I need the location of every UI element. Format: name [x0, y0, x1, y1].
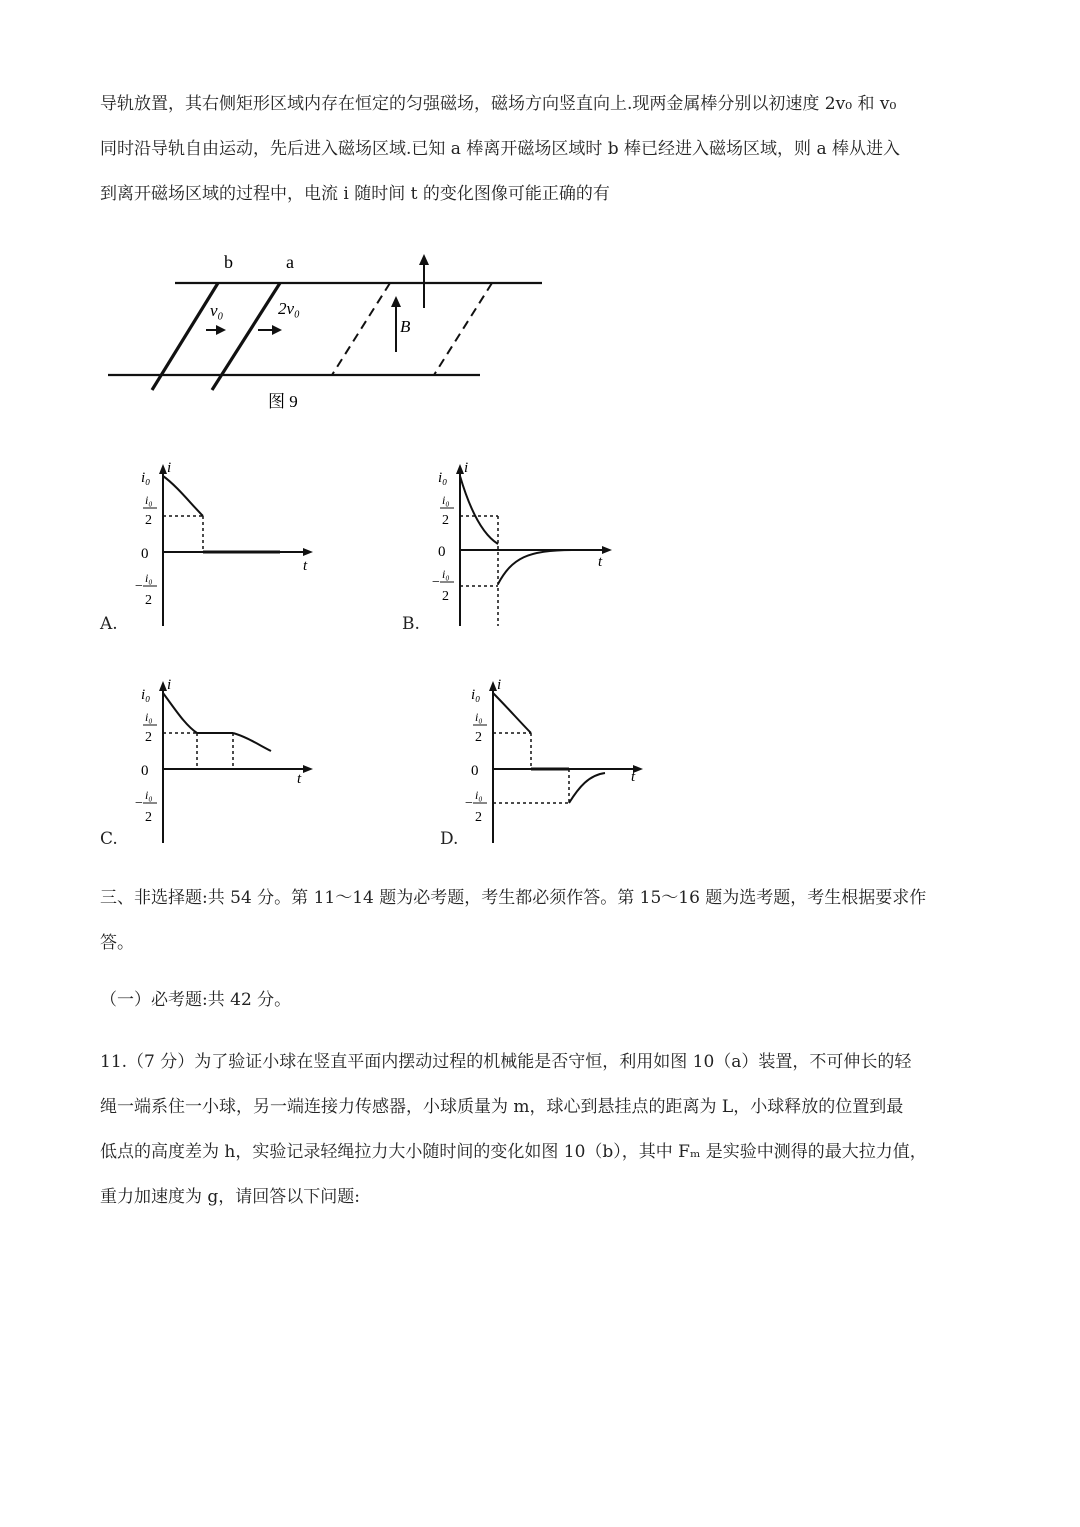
svg-text:i₀: i₀ — [145, 493, 153, 507]
svg-text:i₀: i₀ — [145, 571, 153, 585]
graph-d — [465, 675, 655, 855]
text-line: 11.（7 分）为了验证小球在竖直平面内摆动过程的机械能是否守恒，利用如图 10（a）装置，不可伸长的轻 — [100, 1052, 912, 1072]
graph-b — [432, 458, 622, 638]
svg-text:i: i — [167, 677, 172, 693]
text-line: 答。 — [100, 933, 134, 953]
svg-text:0: 0 — [438, 544, 446, 560]
option-a-label: A. — [100, 614, 118, 634]
arrow-right-icon — [272, 325, 282, 335]
section-heading — [100, 876, 990, 966]
question-11 — [100, 1040, 990, 1220]
text-line: （一）必考题:共 42 分。 — [100, 990, 292, 1010]
svg-text:2: 2 — [475, 810, 482, 825]
rod-b-velocity: v₀ — [210, 301, 224, 320]
svg-text:i₀: i₀ — [145, 788, 153, 802]
svg-text:t: t — [598, 554, 603, 570]
svg-text:2: 2 — [475, 730, 482, 745]
text-line: 同时沿导轨自由运动，先后进入磁场区域.已知 a 棒离开磁场区域时 b 棒已经进入磁场区域，则 a 棒从进入 — [100, 139, 900, 159]
svg-text:i₀: i₀ — [145, 710, 153, 724]
svg-text:2: 2 — [145, 730, 152, 745]
problem-text — [100, 82, 990, 217]
svg-text:0: 0 — [141, 546, 149, 562]
svg-text:i₀: i₀ — [141, 687, 151, 703]
rod-a-velocity: 2v₀ — [278, 299, 300, 318]
svg-text:i₀: i₀ — [475, 710, 483, 724]
text-line: 绳一端系住一小球，另一端连接力传感器，小球质量为 m，球心到悬挂点的距离为 L，小球释放的位置到最 — [100, 1097, 904, 1117]
text-line: 重力加速度为 g，请回答以下问题: — [100, 1187, 361, 1207]
option-c-label: C. — [100, 829, 118, 849]
svg-text:i₀: i₀ — [442, 567, 450, 581]
rod-a-label: a — [286, 252, 294, 272]
svg-text:0: 0 — [471, 763, 479, 779]
text-line: 导轨放置，其右侧矩形区域内存在恒定的匀强磁场，磁场方向竖直向上.现两金属棒分别以初速度 2v₀ 和 v₀ — [100, 94, 897, 114]
arrow-right-icon — [216, 325, 226, 335]
rod-b-label: b — [224, 252, 233, 272]
text-line: 到离开磁场区域的过程中，电流 i 随时间 t 的变化图像可能正确的有 — [100, 184, 610, 204]
graph-a — [135, 458, 325, 638]
figure-caption: 图 9 — [268, 392, 298, 411]
svg-text:2: 2 — [442, 589, 449, 604]
subsection-heading — [100, 978, 990, 1023]
svg-text:i₀: i₀ — [471, 687, 481, 703]
svg-text:i: i — [167, 460, 172, 476]
field-label: B — [400, 317, 411, 336]
svg-text:2: 2 — [442, 513, 449, 528]
svg-text:t: t — [631, 769, 636, 785]
arrow-up-icon — [419, 254, 429, 265]
svg-text:2: 2 — [145, 810, 152, 825]
option-b-label: B. — [402, 614, 420, 634]
svg-text:2: 2 — [145, 593, 152, 608]
svg-text:i: i — [497, 677, 502, 693]
svg-text:t: t — [303, 558, 308, 574]
svg-text:i₀: i₀ — [475, 788, 483, 802]
option-d-label: D. — [440, 829, 459, 849]
figure-9 — [100, 240, 560, 420]
svg-text:i: i — [464, 460, 469, 476]
svg-text:0: 0 — [141, 763, 149, 779]
svg-text:i₀: i₀ — [442, 493, 450, 507]
svg-text:−: − — [465, 796, 473, 811]
graph-c — [135, 675, 325, 855]
text-line: 三、非选择题:共 54 分。第 11～14 题为必考题，考生都必须作答。第 15～16 题为选考题，考生根据要求作 — [100, 888, 927, 908]
text-line: 低点的高度差为 h，实验记录轻绳拉力大小随时间的变化如图 10（b），其中 Fₘ 是实验中测得的最大拉力值， — [100, 1142, 927, 1162]
svg-text:−: − — [135, 579, 143, 594]
svg-text:2: 2 — [145, 513, 152, 528]
svg-text:i₀: i₀ — [141, 470, 151, 486]
svg-text:−: − — [135, 796, 143, 811]
svg-text:−: − — [432, 575, 440, 590]
svg-text:t: t — [297, 771, 302, 787]
arrow-up-icon — [391, 296, 401, 307]
svg-text:i₀: i₀ — [438, 470, 448, 486]
